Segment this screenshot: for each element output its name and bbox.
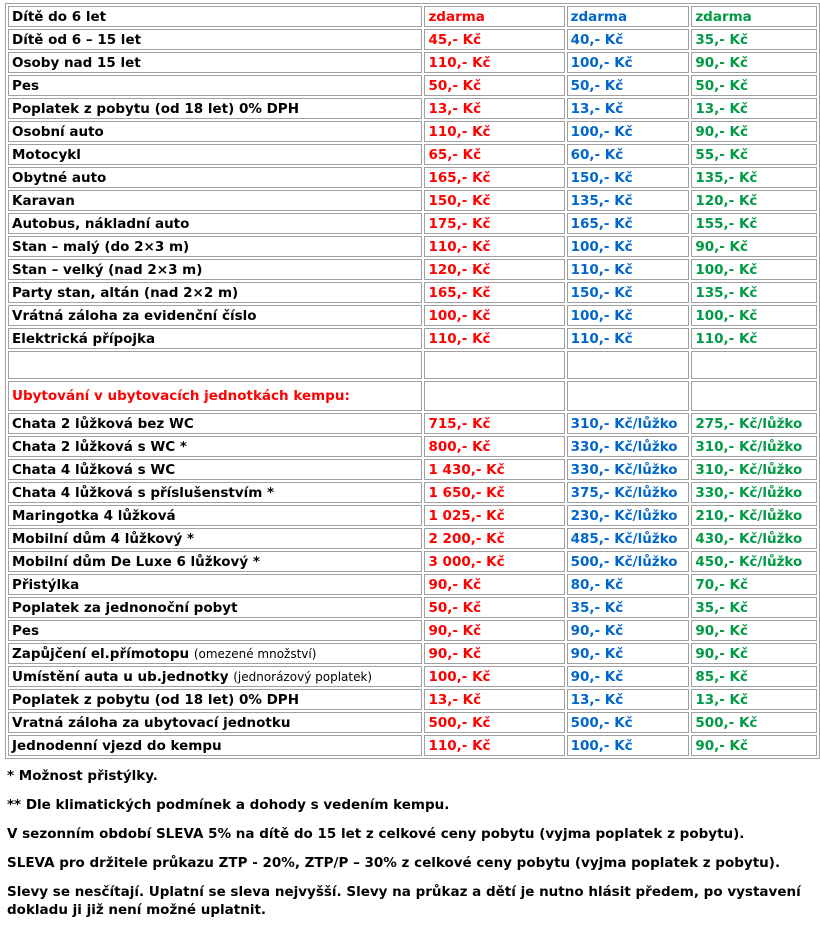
row-label [8, 52, 422, 73]
price-season-b: 110,- Kč [567, 328, 690, 349]
price-season-a: 175,- Kč [424, 213, 564, 234]
price-season-b: 90,- Kč [567, 643, 690, 664]
row-label [8, 528, 422, 549]
price-season-a: 165,- Kč [424, 167, 564, 188]
table-row [8, 259, 817, 280]
table-row [8, 643, 817, 664]
empty-cell [567, 381, 690, 411]
price-season-a: 500,- Kč [424, 712, 564, 733]
footnotes [7, 767, 807, 930]
price-season-b: 100,- Kč [567, 121, 690, 142]
price-table-body [8, 6, 817, 756]
price-season-b: 310,- Kč/lůžko [567, 413, 690, 434]
row-label [8, 436, 422, 457]
price-season-b: 50,- Kč [567, 75, 690, 96]
row-label [8, 597, 422, 618]
row-label [8, 98, 422, 119]
price-season-a: 45,- Kč [424, 29, 564, 50]
price-season-c: 310,- Kč/lůžko [691, 436, 817, 457]
table-row [8, 551, 817, 572]
price-season-a: 110,- Kč [424, 328, 564, 349]
price-season-b: 150,- Kč [567, 282, 690, 303]
price-season-c: 430,- Kč/lůžko [691, 528, 817, 549]
price-season-b: 13,- Kč [567, 689, 690, 710]
row-label [8, 190, 422, 211]
price-season-b: 80,- Kč [567, 574, 690, 595]
price-season-c: 100,- Kč [691, 259, 817, 280]
price-season-b: 135,- Kč [567, 190, 690, 211]
row-label-text: Vrátná záloha za evidenční číslo [12, 307, 257, 324]
row-label-text: Jednodenní vjezd do kempu [12, 737, 222, 754]
table-row [8, 482, 817, 503]
table-row [8, 436, 817, 457]
price-season-c: 100,- Kč [691, 305, 817, 326]
table-row [8, 413, 817, 434]
price-season-c: 35,- Kč [691, 29, 817, 50]
table-row [8, 144, 817, 165]
row-label-text: Zapůjčení el.přímotopu [12, 645, 190, 662]
row-label-text: Poplatek z pobytu (od 18 let) 0% DPH [12, 691, 300, 708]
price-season-a: 110,- Kč [424, 52, 564, 73]
table-row [8, 328, 817, 349]
table-row [8, 459, 817, 480]
empty-cell [691, 381, 817, 411]
price-season-b: 90,- Kč [567, 666, 690, 687]
row-label-text: Mobilní dům 4 lůžkový * [12, 530, 195, 547]
row-note: (jednorázový poplatek) [233, 669, 373, 684]
price-season-a: 1 430,- Kč [424, 459, 564, 480]
row-label [8, 121, 422, 142]
row-label-text: Obytné auto [12, 169, 107, 186]
row-label [8, 167, 422, 188]
section-title: Ubytování v ubytovacích jednotkách kempu: [8, 381, 422, 411]
price-season-b: 485,- Kč/lůžko [567, 528, 690, 549]
table-row [8, 167, 817, 188]
price-season-b: 165,- Kč [567, 213, 690, 234]
price-season-b: 100,- Kč [567, 305, 690, 326]
row-label: Dítě do 6 let [8, 6, 422, 27]
price-season-b: 13,- Kč [567, 98, 690, 119]
table-row [8, 689, 817, 710]
empty-cell [424, 381, 564, 411]
row-label-text: Maringotka 4 lůžková [12, 507, 176, 524]
row-label [8, 459, 422, 480]
price-season-a: 110,- Kč [424, 236, 564, 257]
price-season-a: 13,- Kč [424, 98, 564, 119]
price-season-c: 330,- Kč/lůžko [691, 482, 817, 503]
table-row [8, 98, 817, 119]
price-season-a: 165,- Kč [424, 282, 564, 303]
price-season-c: 13,- Kč [691, 689, 817, 710]
price-season-a: 50,- Kč [424, 597, 564, 618]
price-season-a: 65,- Kč [424, 144, 564, 165]
price-season-a: 800,- Kč [424, 436, 564, 457]
price-season-b: 100,- Kč [567, 52, 690, 73]
row-label [8, 505, 422, 526]
table-row [8, 190, 817, 211]
price-season-b: 100,- Kč [567, 735, 690, 756]
price-season-c: 135,- Kč [691, 282, 817, 303]
price-season-b: 100,- Kč [567, 236, 690, 257]
row-label [8, 574, 422, 595]
table-row [8, 620, 817, 641]
row-label [8, 643, 422, 664]
row-label [8, 328, 422, 349]
row-label [8, 666, 422, 687]
row-label [8, 482, 422, 503]
table-row [8, 666, 817, 687]
price-season-c: 135,- Kč [691, 167, 817, 188]
row-label-text: Karavan [12, 192, 75, 209]
table-row [8, 236, 817, 257]
price-season-a: 2 200,- Kč [424, 528, 564, 549]
table-row [8, 505, 817, 526]
table-row [8, 528, 817, 549]
price-season-a: 1 025,- Kč [424, 505, 564, 526]
price-season-b: 375,- Kč/lůžko [567, 482, 690, 503]
price-season-a: 13,- Kč [424, 689, 564, 710]
row-label-text: Umístění auta u ub.jednotky [12, 668, 229, 685]
price-season-a: 100,- Kč [424, 305, 564, 326]
row-label [8, 282, 422, 303]
empty-cell [567, 351, 690, 379]
row-label-text: Poplatek z pobytu (od 18 let) 0% DPH [12, 100, 300, 117]
row-label-text: Pes [12, 622, 40, 639]
price-season-a: 3 000,- Kč [424, 551, 564, 572]
price-season-a: 100,- Kč [424, 666, 564, 687]
row-label-text: Přistýlka [12, 576, 80, 593]
row-label [8, 75, 422, 96]
price-season-c: 90,- Kč [691, 121, 817, 142]
row-label-text: Elektrická přípojka [12, 330, 156, 347]
empty-cell [691, 351, 817, 379]
table-row [8, 574, 817, 595]
price-season-b: 40,- Kč [567, 29, 690, 50]
price-season-c: 85,- Kč [691, 666, 817, 687]
price-season-c: 70,- Kč [691, 574, 817, 595]
row-label [8, 735, 422, 756]
table-row [8, 213, 817, 234]
footnote-ztp-discount: SLEVA pro držitele průkazu ZTP - 20%, ZTP/P – 30% z celkové ceny pobytu (vyjma poplatek z pobytu). [7, 855, 781, 871]
price-season-a: 110,- Kč [424, 735, 564, 756]
price-season-b: 230,- Kč/lůžko [567, 505, 690, 526]
table-row-header [8, 6, 817, 27]
price-season-b: 500,- Kč [567, 712, 690, 733]
footnote-climate: ** Dle klimatických podmínek a dohody s vedením kempu. [7, 797, 450, 813]
price-season-b: 110,- Kč [567, 259, 690, 280]
price-season-b: 150,- Kč [567, 167, 690, 188]
price-season-c: 35,- Kč [691, 597, 817, 618]
price-season-a: 50,- Kč [424, 75, 564, 96]
row-label-text: Pes [12, 77, 40, 94]
table-row [8, 597, 817, 618]
empty-cell [424, 351, 564, 379]
price-season-c: 310,- Kč/lůžko [691, 459, 817, 480]
price-season-c: 90,- Kč [691, 52, 817, 73]
price-season-c: 90,- Kč [691, 236, 817, 257]
price-season-c: 450,- Kč/lůžko [691, 551, 817, 572]
price-season-a: zdarma [424, 6, 564, 27]
price-season-b: 90,- Kč [567, 620, 690, 641]
row-label-text: Mobilní dům De Luxe 6 lůžkový * [12, 553, 260, 570]
table-row [8, 305, 817, 326]
row-label-text: Chata 2 lůžková bez WC [12, 415, 194, 432]
row-label-text: Autobus, nákladní auto [12, 215, 190, 232]
price-season-c: 90,- Kč [691, 735, 817, 756]
row-label-text: Chata 4 lůžková s příslušenstvím * [12, 484, 275, 501]
row-label-text: Osobní auto [12, 123, 104, 140]
row-label [8, 413, 422, 434]
footnote-extra-bed: * Možnost přistýlky. [7, 768, 158, 784]
row-label [8, 551, 422, 572]
price-season-b: 330,- Kč/lůžko [567, 459, 690, 480]
table-row [8, 29, 817, 50]
price-season-c: 275,- Kč/lůžko [691, 413, 817, 434]
row-label-text: Osoby nad 15 let [12, 54, 141, 71]
table-row [8, 712, 817, 733]
price-season-c: 90,- Kč [691, 643, 817, 664]
row-label [8, 620, 422, 641]
price-season-b: 35,- Kč [567, 597, 690, 618]
row-label-text: Stan – malý (do 2×3 m) [12, 238, 190, 255]
price-season-b: 60,- Kč [567, 144, 690, 165]
price-season-a: 1 650,- Kč [424, 482, 564, 503]
price-season-c: 13,- Kč [691, 98, 817, 119]
row-label [8, 259, 422, 280]
price-season-c: 155,- Kč [691, 213, 817, 234]
row-label-text: Motocykl [12, 146, 81, 163]
row-label-text: Chata 2 lůžková s WC * [12, 438, 187, 455]
table-row [8, 121, 817, 142]
footnote-child-discount: V sezonním období SLEVA 5% na dítě do 15 let z celkové ceny pobytu (vyjma poplatek z pobytu). [7, 826, 745, 842]
row-note: (omezené množství) [193, 646, 317, 661]
row-label-text: Dítě od 6 – 15 let [12, 31, 142, 48]
spacer-row [8, 351, 817, 379]
footnote-discount-rules: Slevy se nesčítají. Uplatní se sleva nejvyšší. Slevy na průkaz a dětí je nutno hlásit předem, po vystavení dokladu ji již není možné uplatnit. [7, 884, 801, 918]
row-label-text: Chata 4 lůžková s WC [12, 461, 176, 478]
price-season-c: zdarma [691, 6, 817, 27]
price-season-a: 90,- Kč [424, 574, 564, 595]
empty-cell [8, 351, 422, 379]
row-label [8, 305, 422, 326]
row-label [8, 712, 422, 733]
price-season-a: 120,- Kč [424, 259, 564, 280]
price-season-b: 330,- Kč/lůžko [567, 436, 690, 457]
table-row [8, 75, 817, 96]
table-row [8, 52, 817, 73]
table-row [8, 282, 817, 303]
row-label [8, 144, 422, 165]
price-season-c: 90,- Kč [691, 620, 817, 641]
row-label-text: Party stan, altán (nad 2×2 m) [12, 284, 239, 301]
price-table [5, 3, 820, 759]
row-label-text: Stan – velký (nad 2×3 m) [12, 261, 203, 278]
row-label [8, 236, 422, 257]
row-label-text: Vratná záloha za ubytovací jednotku [12, 714, 291, 731]
section-row [8, 381, 817, 411]
price-season-c: 50,- Kč [691, 75, 817, 96]
row-label [8, 29, 422, 50]
price-season-c: 110,- Kč [691, 328, 817, 349]
price-season-c: 55,- Kč [691, 144, 817, 165]
price-season-a: 90,- Kč [424, 620, 564, 641]
row-label [8, 689, 422, 710]
price-season-a: 90,- Kč [424, 643, 564, 664]
row-label-text: Poplatek za jednonoční pobyt [12, 599, 238, 616]
price-season-a: 110,- Kč [424, 121, 564, 142]
row-label [8, 213, 422, 234]
price-season-b: zdarma [567, 6, 690, 27]
price-season-b: 500,- Kč/lůžko [567, 551, 690, 572]
price-season-c: 500,- Kč [691, 712, 817, 733]
price-season-c: 120,- Kč [691, 190, 817, 211]
price-season-a: 150,- Kč [424, 190, 564, 211]
price-season-a: 715,- Kč [424, 413, 564, 434]
table-row [8, 735, 817, 756]
price-season-c: 210,- Kč/lůžko [691, 505, 817, 526]
